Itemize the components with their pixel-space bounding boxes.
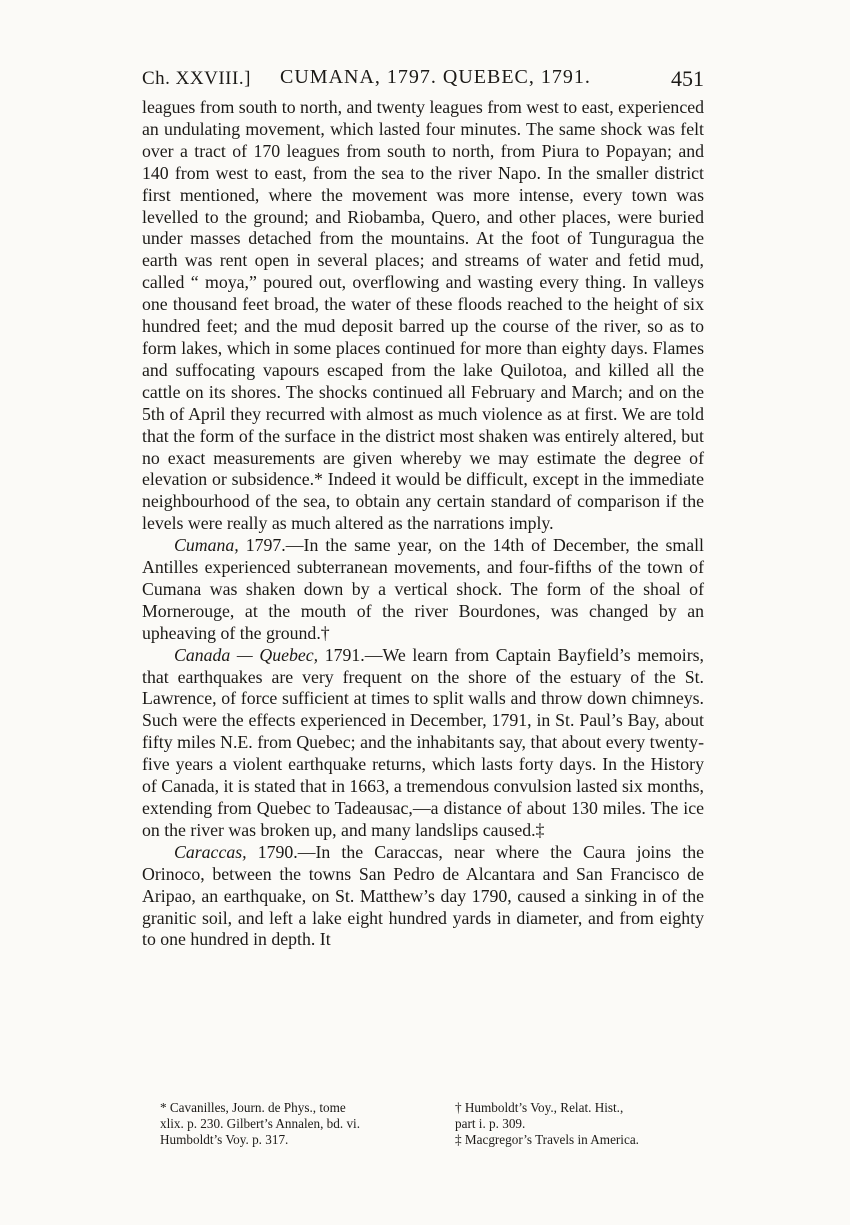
footnote-line: xlix. p. 230. Gilbert’s Annalen, bd. vi. xyxy=(160,1116,360,1131)
paragraph-lead: Caraccas, xyxy=(174,841,247,862)
footnote-line: part i. p. 309. xyxy=(455,1116,526,1131)
footnote-line: ‡ Macgregor’s Travels in America. xyxy=(455,1132,639,1147)
footnotes xyxy=(160,1100,705,1148)
body-text xyxy=(142,97,704,951)
footnote-line: † Humboldt’s Voy., Relat. Hist., xyxy=(455,1100,624,1115)
footnote-line: * Cavanilles, Journ. de Phys., tome xyxy=(160,1100,346,1115)
page-number: 451 xyxy=(671,66,704,91)
paragraph-quebec xyxy=(142,645,704,842)
paragraph-body: 1791.—We learn from Captain Bayfield’s memoirs, that earthquakes are very frequent on the shore of the estuary of the St. Lawrence, of force sufficient at times to split walls and throw down chimneys. Such were the effects experienced in December, 1791, in St. Paul’s Bay, about fifty miles N.E. from Quebec; and the inhabitants say, that about every twenty-five years a violent earthquake returns, which lasts forty days. In the History of Canada, it is stated that in 1663, a tremendous convulsion lasted six months, extending from Quebec to Tadeausac,—a distance of about 130 miles. The ice on the river was broken up, and many landslips caused.‡ xyxy=(142,644,705,840)
paragraph-body: 1790.—In the Caraccas, near where the Caura joins the Orinoco, between the towns San Pedro de Alcantara and San Francisco de Aripao, an earthquake, on St. Matthew’s day 1790, caused a sinking in of the granitic soil, and left a lake eight hundred yards in diameter, and from eighty to one hundred in depth. It xyxy=(142,841,704,950)
footnote-line: Humboldt’s Voy. p. 317. xyxy=(160,1132,289,1147)
running-title: CUMANA, 1797. QUEBEC, 1791. xyxy=(280,66,591,88)
paragraph-lead: Cumana, xyxy=(174,535,239,556)
paragraph-lead: Canada — Quebec, xyxy=(174,644,319,665)
footnotes-right-column xyxy=(455,1100,705,1148)
chapter-label: Ch. XXVIII.] xyxy=(142,68,251,89)
paragraph-caraccas xyxy=(142,842,704,952)
paragraph-continuation: leagues from south to north, and twenty leagues from west to east, experienced an undulating movement, which lasted four minutes. The same shock was felt over a tract of 170 leagues from south to north, from Piura to Popayan; and 140 from west to east, from the sea to the river Napo. In the smaller district first mentioned, where the movement was more intense, every town was levelled to the ground; and Riobamba, Quero, and other places, were buried under masses detached from the mountains. At the foot of Tunguragua the earth was rent open in several places; and streams of water and fetid mud, called “ moya,” poured out, overflowing and wasting every thing. In valleys one thousand feet broad, the water of these floods reached to the height of six hundred feet; and the mud deposit barred up the course of the river, so as to form lakes, which in some places continued for more than eighty days. Flames and suffocating vapours escaped from the lake Quilotoa, and killed all the cattle on its shores. The shocks continued all February and March; and on the 5th of April they recurred with almost as much violence as at first. We are told that the form of the surface in the district most shaken was entirely altered, but no exact measurements are given whereby we may estimate the degree of elevation or subsidence.* Indeed it would be difficult, except in the immediate neighbourhood of the sea, to obtain any certain standard of comparison if the levels were really as much altered as the narrations imply. xyxy=(142,97,704,534)
running-head xyxy=(142,64,704,94)
paragraph-body: 1797.—In the same year, on the 14th of December, the small Antilles experienced subterranean movements, and four-fifths of the town of Cumana was shaken down by a vertical shock. The form of the shoal of Mornerouge, at the mouth of the river Bourdones, was changed by an upheaving of the ground.† xyxy=(142,535,704,643)
paragraph-cumana xyxy=(142,535,704,645)
footnotes-left-column xyxy=(160,1100,435,1148)
